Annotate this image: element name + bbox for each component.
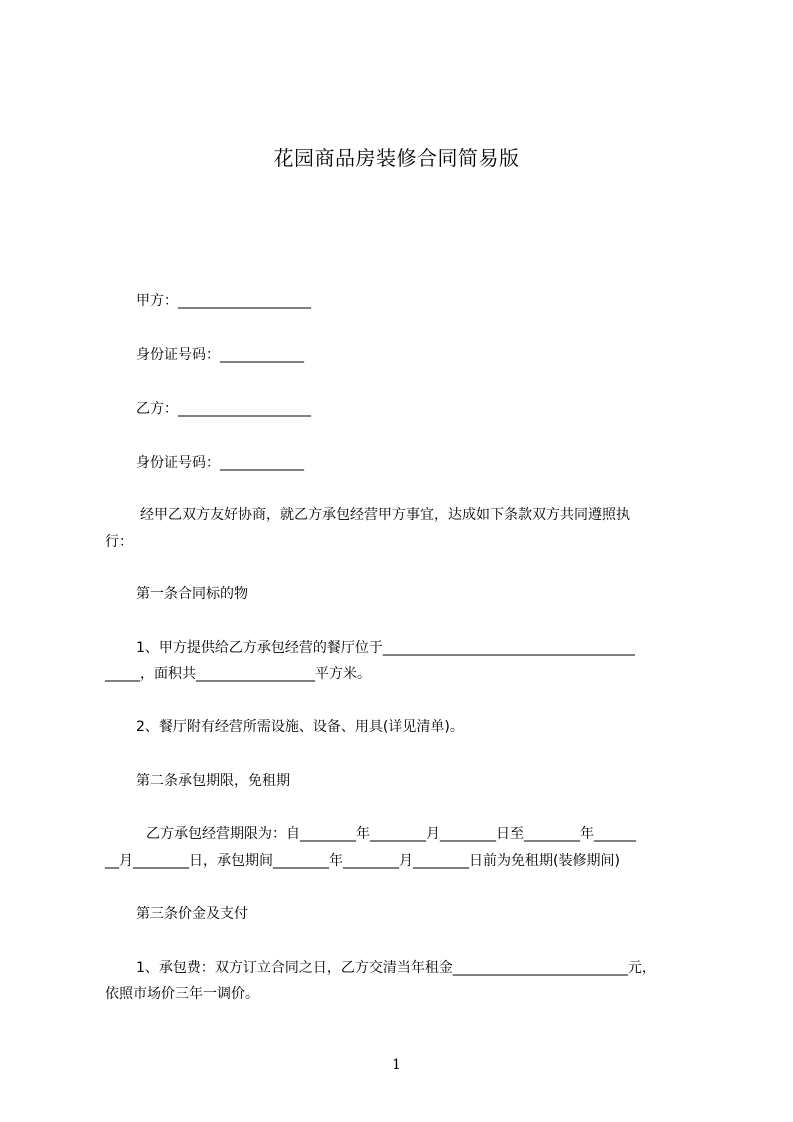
article-1-clause-2: 2、餐厅附有经营所需设施、设备、用具(详见清单)。 xyxy=(136,719,464,735)
article-2-term-line-2: __月________日，承包期间________年________月________日前为免租期(装修期间) xyxy=(105,853,620,869)
party-b-line: 乙方：___________________ xyxy=(136,401,311,417)
article-1-clause-1-line-1: 1、甲方提供给乙方承包经营的餐厅位于____________________________________ xyxy=(136,640,635,656)
preamble-line-2: 行： xyxy=(105,534,133,550)
article-1-clause-1-line-2: _____，面积共_________________平方米。 xyxy=(105,666,371,682)
article-3-clause-1-line-2: 依照市场价三年一调价。 xyxy=(105,986,259,1002)
page-number: 1 xyxy=(392,1057,401,1073)
article-2-heading: 第二条承包期限，免租期 xyxy=(136,773,290,789)
party-a-id-line: 身份证号码：____________ xyxy=(136,347,304,363)
article-3-clause-1-line-1: 1、承包费：双方订立合同之日，乙方交清当年租金_________________________元， xyxy=(136,960,656,976)
party-b-id-line: 身份证号码：____________ xyxy=(136,455,304,471)
preamble-line-1: 经甲乙双方友好协商，就乙方承包经营甲方事宜，达成如下条款双方共同遵照执 xyxy=(140,507,630,523)
party-a-line: 甲方：___________________ xyxy=(136,293,311,309)
article-2-term-line-1: 乙方承包经营期限为：自________年________月________日至________年______ xyxy=(146,826,636,842)
article-1-heading: 第一条合同标的物 xyxy=(136,586,248,602)
article-3-heading: 第三条价金及支付 xyxy=(136,906,248,922)
document-title: 花园商品房装修合同简易版 xyxy=(273,146,520,170)
